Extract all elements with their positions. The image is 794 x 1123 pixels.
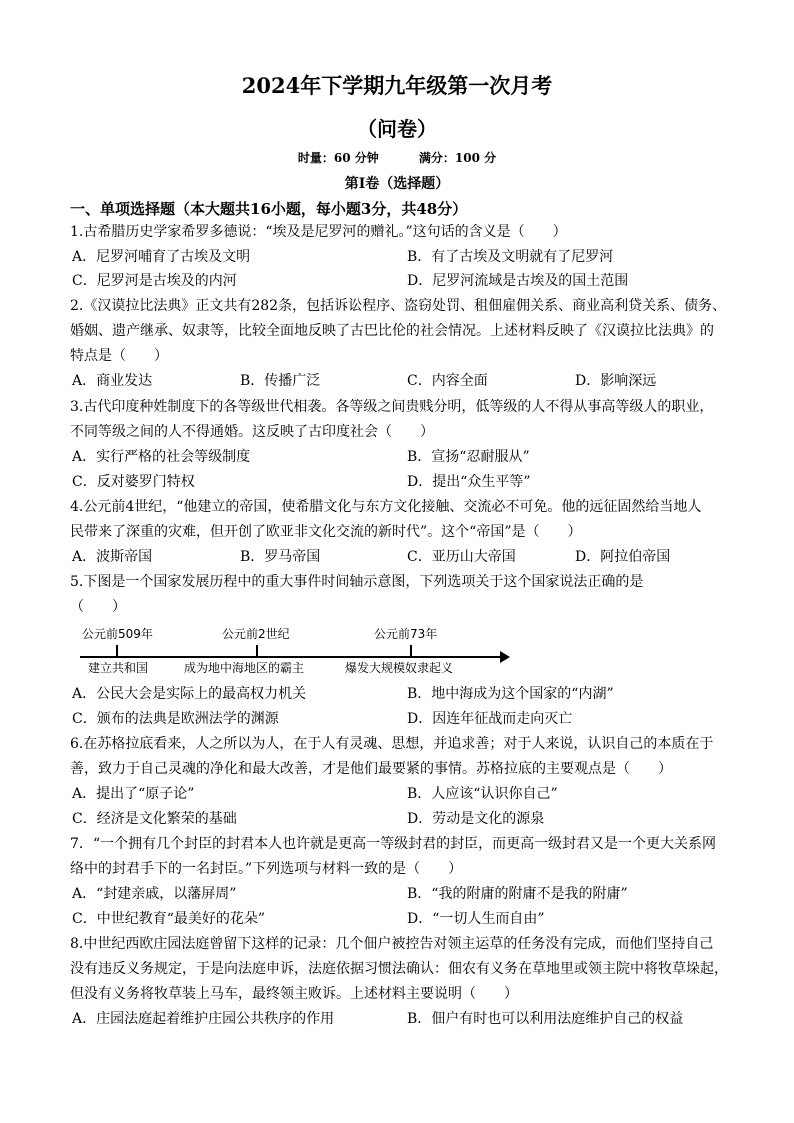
option-d[interactable]: D．“一切人生而自由” xyxy=(407,911,545,927)
timeline-event: 爆发大规模奴隶起义 xyxy=(345,661,454,675)
stem-line: 络中的封君手下的一名封臣。”下列选项与材料一致的是（ ） xyxy=(70,861,463,877)
option-b[interactable]: B．传播广泛 xyxy=(240,373,321,389)
option-d[interactable]: D．影响深远 xyxy=(575,373,657,389)
question-2-options-row xyxy=(72,370,732,394)
option-b[interactable]: B．宣扬“忍耐服从” xyxy=(407,449,530,465)
stem-line: 1.古希腊历史学家希罗多德说：“埃及是尼罗河的赠礼。”这句话的含义是（ ） xyxy=(70,224,567,240)
option-c[interactable]: C．尼罗河是古埃及的内河 xyxy=(72,273,237,289)
question-5-stem xyxy=(70,570,730,620)
timeline-arrow xyxy=(500,651,510,663)
stem-line: 7．“一个拥有几个封臣的封君本人也许就是更高一等级封君的封臣，而更高一级封君又是一个更大关系网 xyxy=(70,836,717,852)
option-d[interactable]: D．因连年征战而走向灭亡 xyxy=(407,711,573,727)
option-d[interactable]: D．阿拉伯帝国 xyxy=(575,549,671,565)
option-c[interactable]: C．内容全面 xyxy=(407,373,488,389)
question-3-stem xyxy=(70,395,730,445)
option-b[interactable]: B．罗马帝国 xyxy=(240,549,321,565)
option-c[interactable]: C．亚历山大帝国 xyxy=(407,549,516,565)
time-label: 时量：60 分钟 xyxy=(297,151,379,165)
question-7-options-row xyxy=(72,883,732,907)
option-c[interactable]: C．颁布的法典是欧洲法学的渊源 xyxy=(72,711,279,727)
stem-line: 但没有义务将牧草装上马车，最终领主败诉。上述材料主要说明（ ） xyxy=(70,986,518,1002)
question-6-options-row xyxy=(72,808,732,832)
option-a[interactable]: A．商业发达 xyxy=(72,373,153,389)
exam-meta xyxy=(0,149,794,166)
stem-line: 婚姻、遗产继承、奴隶等，比较全面地反映了古巴比伦的社会情况。上述材料反映了《汉谟拉比法典》的 xyxy=(70,323,714,339)
exam-title: 2024年下学期九年级第一次月考 xyxy=(241,73,553,98)
timeline-tick xyxy=(410,645,412,656)
stem-line: 3.古代印度种姓制度下的各等级世代相袭。各等级之间贵贱分明，低等级的人不得从事高等级人的职业， xyxy=(70,399,714,415)
stem-line: 5.下图是一个国家发展历程中的重大事件时间轴示意图，下列选项关于这个国家说法正确的是 xyxy=(70,574,644,590)
stem-line: 6.在苏格拉底看来，人之所以为人，在于人有灵魂、思想，并追求善；对于人来说，认识自己的本质在于 xyxy=(70,736,714,752)
option-b[interactable]: B．“我的附庸的附庸不是我的附庸” xyxy=(407,886,628,902)
section-heading: 一、单项选择题（本大题共16小题，每小题3分，共48分） xyxy=(70,200,468,218)
stem-line: 没有违反义务规定，于是向法庭申诉，法庭依据习惯法确认：佃农有义务在草地里或领主院中将牧草垛起， xyxy=(70,961,728,977)
option-a[interactable]: A．公民大会是实际上的最高权力机关 xyxy=(72,686,307,702)
stem-line: 4.公元前4世纪，“他建立的帝国，使希腊文化与东方文化接触、交流必不可免。他的远征固然给当地人 xyxy=(70,499,702,515)
timeline-tick xyxy=(256,645,258,656)
stem-line: 民带来了深重的灾难，但开创了欧亚非文化交流的新时代”。这个“帝国”是（ ） xyxy=(70,524,582,540)
question-1-options-row xyxy=(72,270,732,294)
timeline-event: 成为地中海地区的霸主 xyxy=(184,661,305,675)
option-d[interactable]: D．劳动是文化的源泉 xyxy=(407,811,545,827)
stem-line: 特点是（ ） xyxy=(70,348,168,364)
question-3-options-row xyxy=(72,446,732,470)
score-label: 满分：100 分 xyxy=(418,151,497,165)
option-b[interactable]: B．人应该“认识你自己” xyxy=(407,786,558,802)
exam-subtitle: （问卷） xyxy=(357,117,437,141)
question-4-stem xyxy=(70,495,730,545)
question-7-stem xyxy=(70,832,730,882)
question-8-stem xyxy=(70,932,730,1007)
option-d[interactable]: D．尼罗河流域是古埃及的国土范围 xyxy=(407,273,629,289)
timeline-tick xyxy=(116,645,118,656)
stem-line: 8.中世纪西欧庄园法庭曾留下这样的记录：几个佃户被控告对领主运草的任务没有完成，而他们坚持自己 xyxy=(70,936,714,952)
question-1-options-row xyxy=(72,246,732,270)
stem-line: （ ） xyxy=(70,599,126,615)
stem-line: 善，致力于自己灵魂的净化和最大改善，才是他们最要紧的事情。苏格拉底的主要观点是（ ） xyxy=(70,761,672,777)
timeline-date: 公元前73年 xyxy=(374,627,438,641)
question-6-stem xyxy=(70,732,730,782)
option-b[interactable]: B．地中海成为这个国家的“内湖” xyxy=(407,686,614,702)
question-6-options-row xyxy=(72,783,732,807)
question-3-options-row xyxy=(72,471,732,495)
question-5-options-row xyxy=(72,708,732,732)
option-b[interactable]: B．佃户有时也可以利用法庭维护自己的权益 xyxy=(407,1011,684,1027)
question-5-options-row xyxy=(72,683,732,707)
option-a[interactable]: A．波斯帝国 xyxy=(72,549,153,565)
timeline-diagram xyxy=(70,625,510,675)
timeline-date: 公元前509年 xyxy=(82,627,153,641)
question-1-stem xyxy=(70,220,730,245)
option-a[interactable]: A．“封建亲戚，以藩屏周” xyxy=(72,886,237,902)
question-7-options-row xyxy=(72,908,732,932)
option-c[interactable]: C．经济是文化繁荣的基础 xyxy=(72,811,237,827)
question-4-options-row xyxy=(72,546,732,570)
option-c[interactable]: C．反对婆罗门特权 xyxy=(72,474,195,490)
question-8-options-row xyxy=(72,1008,732,1032)
option-a[interactable]: A．尼罗河哺育了古埃及文明 xyxy=(72,249,251,265)
stem-line: 2.《汉谟拉比法典》正文共有282条，包括诉讼程序、盗窃处罚、租佃雇佣关系、商业高利贷关系、债务、 xyxy=(70,298,727,314)
timeline-axis xyxy=(80,656,505,658)
timeline-date: 公元前2世纪 xyxy=(222,627,290,641)
option-c[interactable]: C．中世纪教育“最美好的花朵” xyxy=(72,911,266,927)
stem-line: 不同等级之间的人不得通婚。这反映了古印度社会（ ） xyxy=(70,424,434,440)
option-a[interactable]: A．实行严格的社会等级制度 xyxy=(72,449,251,465)
option-a[interactable]: A．提出了“原子论” xyxy=(72,786,195,802)
option-b[interactable]: B．有了古埃及文明就有了尼罗河 xyxy=(407,249,614,265)
option-d[interactable]: D．提出“众生平等” xyxy=(407,474,531,490)
question-2-stem xyxy=(70,294,730,369)
timeline-event: 建立共和国 xyxy=(88,661,149,675)
option-a[interactable]: A．庄园法庭起着维护庄园公共秩序的作用 xyxy=(72,1011,335,1027)
volume-heading: 第Ⅰ卷（选择题） xyxy=(344,176,450,192)
